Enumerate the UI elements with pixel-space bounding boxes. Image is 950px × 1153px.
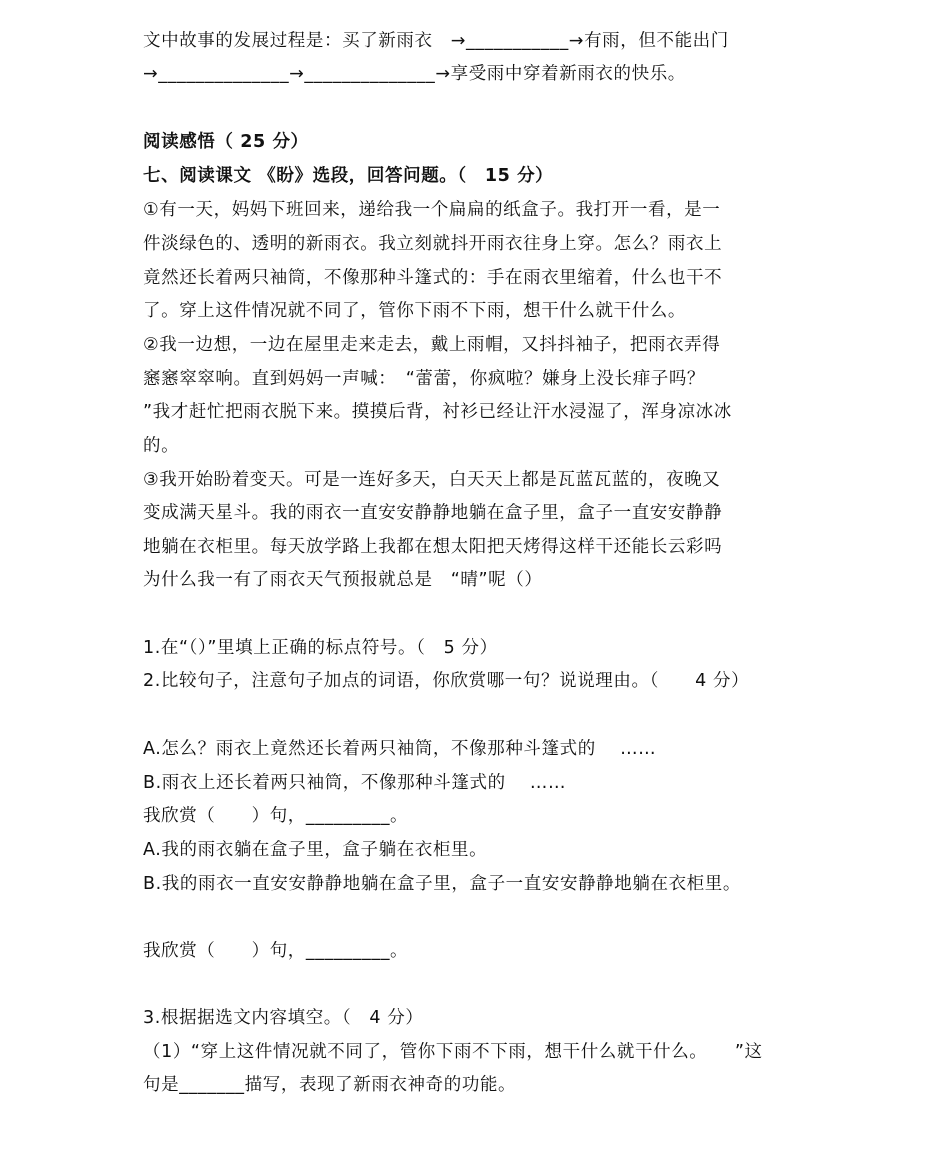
question-3: 3.根据据选文内容填空。（ 4 分） [143, 1008, 424, 1028]
question-1: 1.在“（）”里填上正确的标点符号。（ 5 分） [143, 638, 498, 658]
answer-line: 我欣赏（ ）句，_________。 [143, 806, 409, 826]
question-3-part-1-cont: 句是_______描写，表现了新雨衣神奇的功能。 [143, 1075, 517, 1095]
option-a-sentence: A.怎么？雨衣上竟然还长着两只袖筒，不像那种斗篷式的 …… [143, 739, 657, 759]
story-sequence-line-2: →______________→______________→享受雨中穿着新雨衣的快乐。 [143, 64, 686, 84]
story-sequence-line-1: 文中故事的发展过程是：买了新雨衣 →___________→有雨，但不能出门 [143, 31, 729, 51]
passage-line: 了。穿上这件情况就不同了，管你下雨不下雨，想干什么就干什么。 [143, 301, 686, 321]
answer-line: 我欣赏（ ）句，_________。 [143, 941, 409, 961]
question-3-part-1: （1）“穿上这件情况就不同了，管你下雨不下雨，想干什么就干什么。 ”这 [143, 1042, 763, 1062]
option-a-sentence: A.我的雨衣躺在盒子里，盒子躺在衣柜里。 [143, 840, 488, 860]
passage-line: 为什么我一有了雨衣天气预报就总是 “晴”呢（） [143, 570, 543, 590]
passage-line: 件淡绿色的、透明的新雨衣。我立刻就抖开雨衣往身上穿。怎么？雨衣上 [143, 234, 723, 254]
question-2: 2.比较句子，注意句子加点的词语，你欣赏哪一句？说说理由。（ 4 分） [143, 671, 750, 691]
option-b-sentence: B.雨衣上还长着两只袖筒，不像那种斗篷式的 …… [143, 773, 567, 793]
passage-line: 地躺在衣柜里。每天放学路上我都在想太阳把天烤得这样干还能长云彩吗 [143, 537, 723, 557]
passage-line: ”我才赶忙把雨衣脱下来。摸摸后背，衬衫已经让汗水浸湿了，浑身凉冰冰 [143, 402, 732, 422]
passage-line: 变成满天星斗。我的雨衣一直安安静静地躺在盒子里，盒子一直安安静静 [143, 503, 723, 523]
option-b-sentence: B.我的雨衣一直安安静静地躺在盒子里，盒子一直安安静静地躺在衣柜里。 [143, 874, 741, 894]
section-heading: 阅读感悟（ 25 分） [143, 132, 309, 152]
passage-line: 竟然还长着两只袖筒，不像那种斗篷式的：手在雨衣里缩着，什么也干不 [143, 268, 723, 288]
passage-line: ③我开始盼着变天。可是一连好多天，白天天上都是瓦蓝瓦蓝的，夜晚又 [143, 470, 721, 490]
passage-line: 窸窸窣窣响。直到妈妈一声喊： “蕾蕾，你疯啦？嫌身上没长痱子吗？ [143, 369, 706, 389]
passage-line: ②我一边想，一边在屋里走来走去，戴上雨帽，又抖抖袖子，把雨衣弄得 [143, 335, 721, 355]
passage-line: ①有一天，妈妈下班回来，递给我一个扁扁的纸盒子。我打开一看，是一 [143, 200, 721, 220]
passage-line: 的。 [143, 436, 180, 456]
question-7-heading: 七、阅读课文 《盼》选段，回答问题。（ 15 分） [143, 166, 554, 186]
